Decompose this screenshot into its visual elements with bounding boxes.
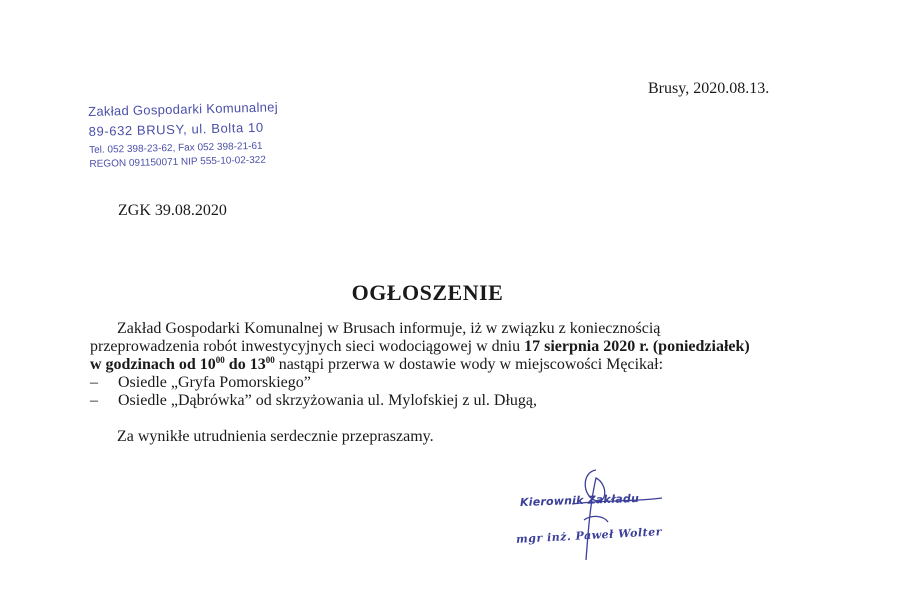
document-date: Brusy, 2020.08.13. bbox=[648, 80, 770, 97]
stamp-phone-fax: Tel. 052 398-23-62, Fax 052 398-21-61 bbox=[89, 140, 263, 156]
signature-title: Kierownik Zakładu bbox=[519, 491, 640, 510]
signature-scribble-icon bbox=[512, 464, 682, 564]
body-line-2-text: przeprowadzenia robót inwestycyjnych sieci wodociągowej w dniu bbox=[90, 338, 525, 355]
list-item-text: Osiedle „Gryfa Pomorskiego” bbox=[118, 374, 311, 391]
stamp-company-name: Zakład Gospodarki Komunalnej bbox=[88, 99, 279, 119]
body-line-2 bbox=[90, 338, 810, 356]
closing-line: Za wynikłe utrudnienia serdecznie przepraszamy. bbox=[117, 428, 434, 445]
stamp-regon-nip: REGON 091150071 NIP 555-10-02-322 bbox=[89, 154, 266, 170]
body-line-3 bbox=[90, 356, 810, 374]
list-dash: – bbox=[90, 374, 98, 391]
body-line-1: Zakład Gospodarki Komunalnej w Brusach informuje, iż w związku z koniecznością bbox=[117, 320, 661, 337]
hours-end: do 13 bbox=[224, 356, 266, 373]
signature-block bbox=[512, 464, 682, 564]
company-stamp bbox=[88, 99, 279, 170]
affected-areas-list bbox=[90, 374, 810, 410]
list-dash: – bbox=[90, 392, 98, 409]
signature-name: mgr inż. Paweł Wolter bbox=[515, 525, 663, 546]
hours-start: w godzinach od 10 bbox=[90, 356, 216, 373]
stamp-address: 89-632 BRUSY, ul. Bolta 10 bbox=[88, 119, 264, 139]
outage-hours bbox=[90, 356, 275, 373]
list-item bbox=[90, 374, 810, 392]
announcement-body bbox=[90, 320, 810, 446]
list-item-text: Osiedle „Dąbrówka” od skrzyżowania ul. Mylofskiej z ul. Długą, bbox=[118, 392, 537, 409]
page-title: OGŁOSZENIE bbox=[351, 280, 504, 305]
hours-start-minutes: 00 bbox=[215, 355, 225, 365]
reference-number: ZGK 39.08.2020 bbox=[118, 202, 227, 219]
body-line-3-text: nastąpi przerwa w dostawie wody w miejscowości Męcikał: bbox=[274, 356, 664, 373]
list-item bbox=[90, 392, 810, 410]
outage-date: 17 sierpnia 2020 r. (poniedziałek) bbox=[524, 338, 750, 355]
hours-end-minutes: 00 bbox=[265, 355, 275, 365]
